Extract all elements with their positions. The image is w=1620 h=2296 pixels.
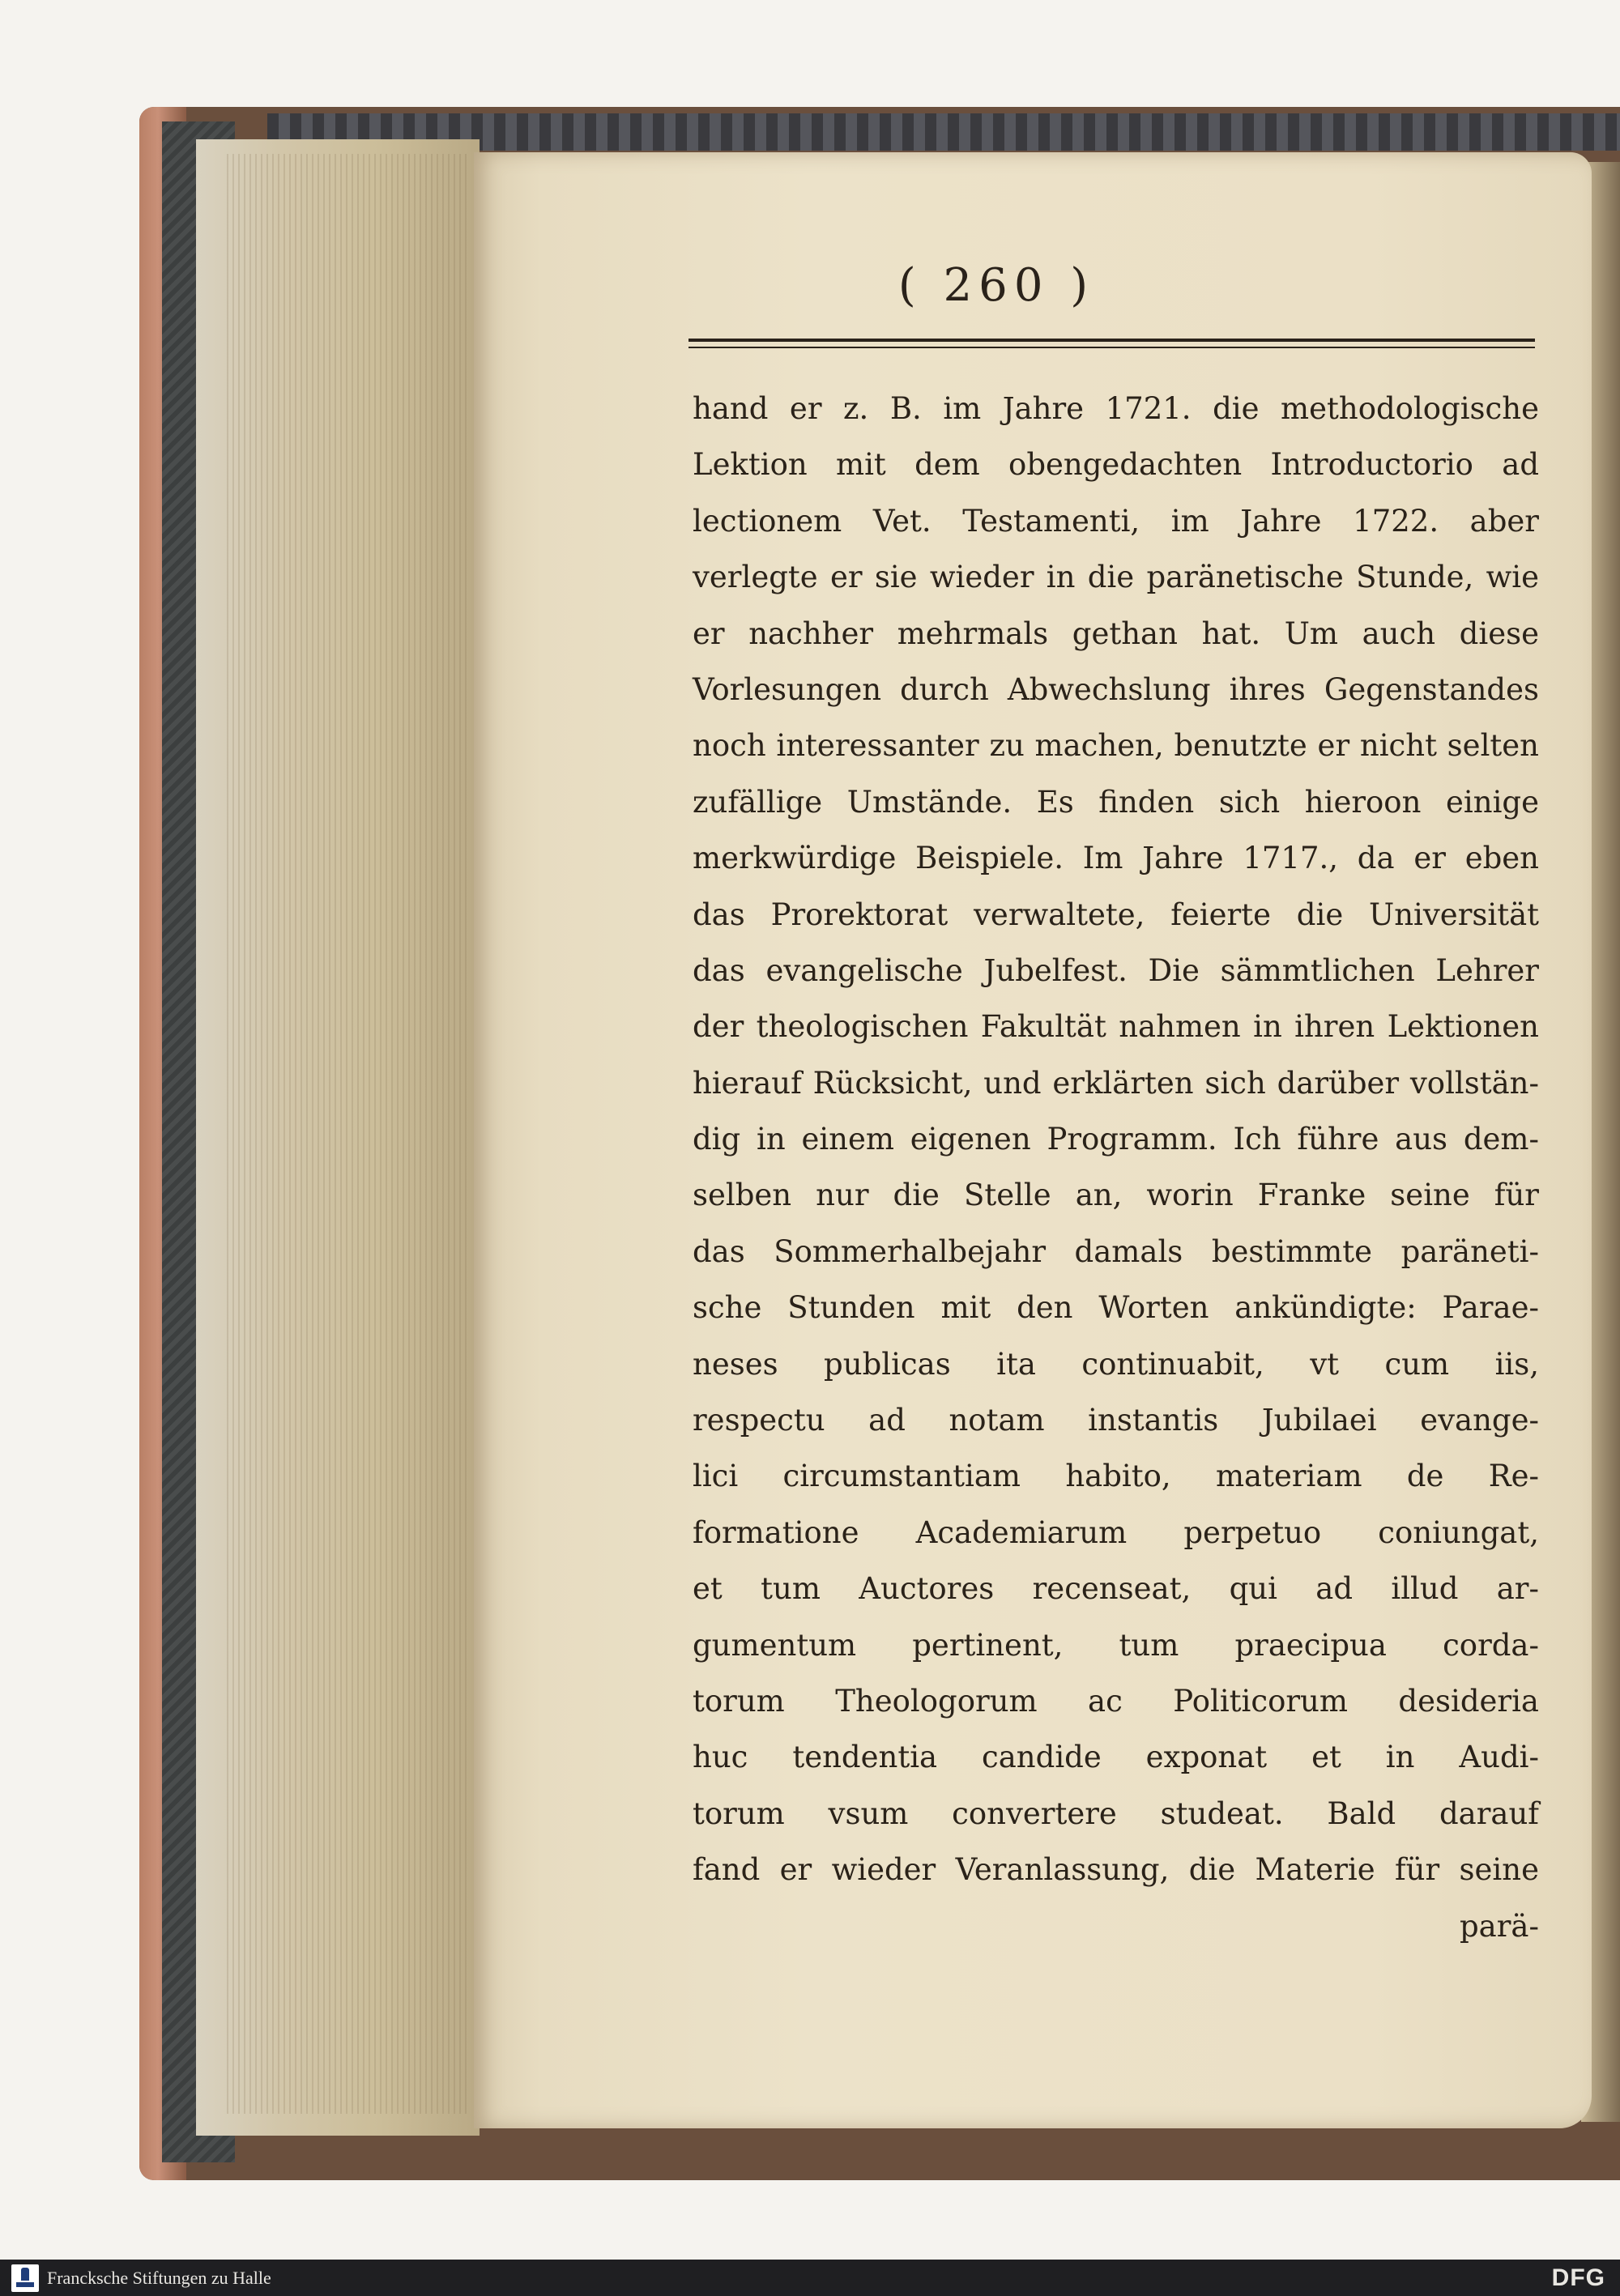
text-line-14: dig in einem eigenen Programm. Ich führe aus dem- (693, 1122, 1539, 1157)
page-edge-lines (227, 154, 470, 2114)
text-line-19: respectu ad notam instantis Jubilaei evange- (693, 1403, 1539, 1438)
institution-logo-icon (11, 2264, 39, 2292)
text-line-16: das Sommerhalbejahr damals bestimmte paräneti- (693, 1233, 1539, 1269)
text-line-26: torum vsum convertere studeat. Bald darauf (693, 1795, 1539, 1831)
text-line-15: selben nur die Stelle an, worin Franke seine für (693, 1178, 1539, 1213)
text-line-10: das Prorektorat verwaltete, feierte die Universität (693, 897, 1539, 932)
text-line-6: Vorlesungen durch Abwechslung ihres Gegenstandes (693, 671, 1539, 707)
text-line-1: hand er z. B. im Jahre 1721. die methodologische (693, 391, 1539, 426)
page-text (693, 381, 1539, 1954)
viewer-footer (0, 2260, 1620, 2296)
text-line-4: verlegte er sie wieder in die paränetische Stunde, wie (693, 560, 1539, 595)
catchword: parä- (1460, 1908, 1539, 1944)
text-line-2: Lektion mit dem obengedachten Introductorio ad (693, 447, 1539, 483)
dfg-logo: DFG (1551, 2264, 1605, 2291)
text-line-11: das evangelische Jubelfest. Die sämmtlichen Lehrer (693, 952, 1539, 988)
text-line-24: torum Theologorum ac Politicorum desideria (693, 1683, 1539, 1719)
institution-name: Francksche Stiftungen zu Halle (47, 2268, 271, 2288)
text-line-20: lici circumstantiam habito, materiam de Re- (693, 1459, 1539, 1494)
text-line-23: gumentum pertinent, tum praecipua corda- (693, 1627, 1539, 1663)
text-line-25: huc tendentia candide exponat et in Audi- (693, 1740, 1539, 1775)
text-line-5: er nachher mehrmals gethan hat. Um auch diese (693, 616, 1539, 651)
text-line-12: der theologischen Fakultät nahmen in ihren Lektionen (693, 1009, 1539, 1045)
text-line-13: hierauf Rücksicht, und erklärten sich darüber vollstän- (693, 1065, 1539, 1101)
text-line-8: zufällige Umstände. Es finden sich hieroon einige (693, 784, 1539, 820)
text-line-17: sche Stunden mit den Worten ankündigte: Parae- (693, 1290, 1539, 1326)
header-rule (688, 339, 1535, 348)
page-number: ( 260 ) (897, 259, 1095, 312)
text-line-27: fand er wieder Veranlassung, die Materie für seine (693, 1852, 1539, 1888)
text-line-22: et tum Auctores recenseat, qui ad illud ar- (693, 1571, 1539, 1607)
text-line-7: noch interessanter zu machen, benutzte er nicht selten (693, 728, 1539, 764)
text-line-3: lectionem Vet. Testamenti, im Jahre 1722. aber (693, 503, 1539, 539)
text-line-9: merkwürdige Beispiele. Im Jahre 1717., da er eben (693, 841, 1539, 876)
text-line-21: formatione Academiarum perpetuo coniungat, (693, 1514, 1539, 1550)
text-line-18: neses publicas ita continuabit, vt cum iis, (693, 1346, 1539, 1382)
